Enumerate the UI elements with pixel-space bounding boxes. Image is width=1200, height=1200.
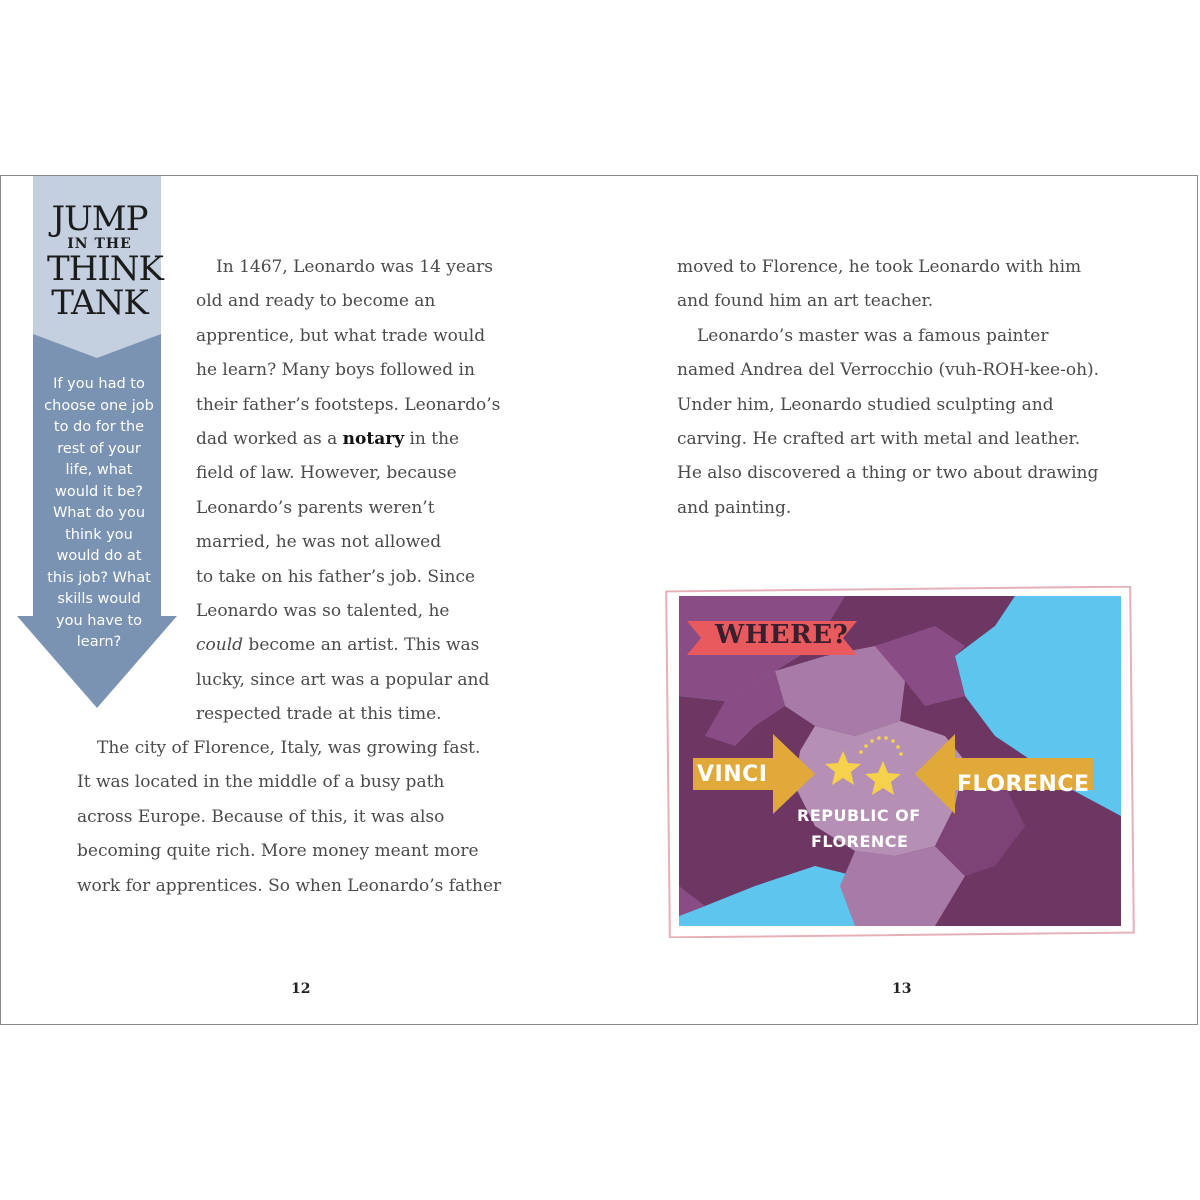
map-label-vinci: VINCI [697, 762, 768, 787]
text-line: becoming quite rich. More money meant more [77, 841, 479, 862]
text-line: respected trade at this time. [196, 704, 442, 725]
left-column-text [196, 250, 500, 731]
left-full-width-text [77, 731, 501, 903]
title-think: THINK [47, 249, 163, 289]
text-line: married, he was not allowed [196, 532, 442, 553]
text-line: across Europe. Because of this, it was also [77, 806, 445, 827]
text-line-could [196, 628, 500, 662]
text-line-notary [196, 422, 500, 456]
emphasis-could: could [196, 635, 244, 656]
text-line: field of law. However, because [196, 463, 457, 484]
text-line: named Andrea del Verrocchio (vuh-ROH-kee-oh). [677, 360, 1100, 381]
think-tank-title [47, 199, 163, 323]
text-line: It was located in the middle of a busy path [77, 772, 445, 793]
text-line: carving. He crafted art with metal and leather. [677, 428, 1081, 449]
map-label-republic-line1: REPUBLIC OF [797, 806, 921, 825]
map-heading: WHERE? [715, 620, 849, 650]
text-line: Leonardo was so talented, he [196, 600, 450, 621]
page-number-left: 12 [291, 981, 311, 997]
text-line: and painting. [677, 497, 792, 518]
text-line: moved to Florence, he took Leonardo with him [677, 257, 1082, 277]
title-in-the: IN THE [67, 236, 132, 252]
page-number-right: 13 [892, 981, 912, 997]
title-jump: JUMP [51, 199, 148, 239]
text-line: old and ready to become an [196, 291, 436, 312]
text-line: and found him an art teacher. [677, 291, 934, 312]
text-line: work for apprentices. So when Leonardo’s father [77, 875, 502, 896]
think-tank-question: If you had to choose one job to do for the rest of your life, what would it be? What do you think you would do at this job? What skills would you have to learn? [44, 376, 154, 650]
right-column-text [677, 250, 1099, 525]
text-line: In 1467, Leonardo was 14 years [216, 257, 493, 277]
glossary-term-notary: notary [342, 428, 405, 449]
title-tank: TANK [51, 283, 148, 323]
map-label-republic-line2: FLORENCE [811, 832, 909, 851]
text-line: Leonardo’s master was a famous painter [697, 325, 1049, 346]
text-line: lucky, since art was a popular and [196, 669, 490, 690]
text-line: Under him, Leonardo studied sculpting and [677, 394, 1054, 415]
text-line: The city of Florence, Italy, was growing fast. [97, 738, 481, 758]
text-line: He also discovered a thing or two about drawing [677, 463, 1099, 484]
text-fragment: in the [404, 428, 460, 449]
text-line: apprentice, but what trade would [196, 325, 486, 346]
think-tank-sidebar [17, 176, 177, 711]
map-florence [665, 586, 1135, 938]
text-fragment: become an artist. This was [243, 635, 480, 656]
text-line: he learn? Many boys followed in [196, 360, 475, 381]
text-line: Leonardo’s parents weren’t [196, 497, 435, 518]
text-line: their father’s footsteps. Leonardo’s [196, 394, 501, 415]
map-label-florence: FLORENCE [957, 772, 1090, 797]
text-fragment: dad worked as a [196, 428, 343, 449]
text-line: to take on his father’s job. Since [196, 566, 476, 587]
